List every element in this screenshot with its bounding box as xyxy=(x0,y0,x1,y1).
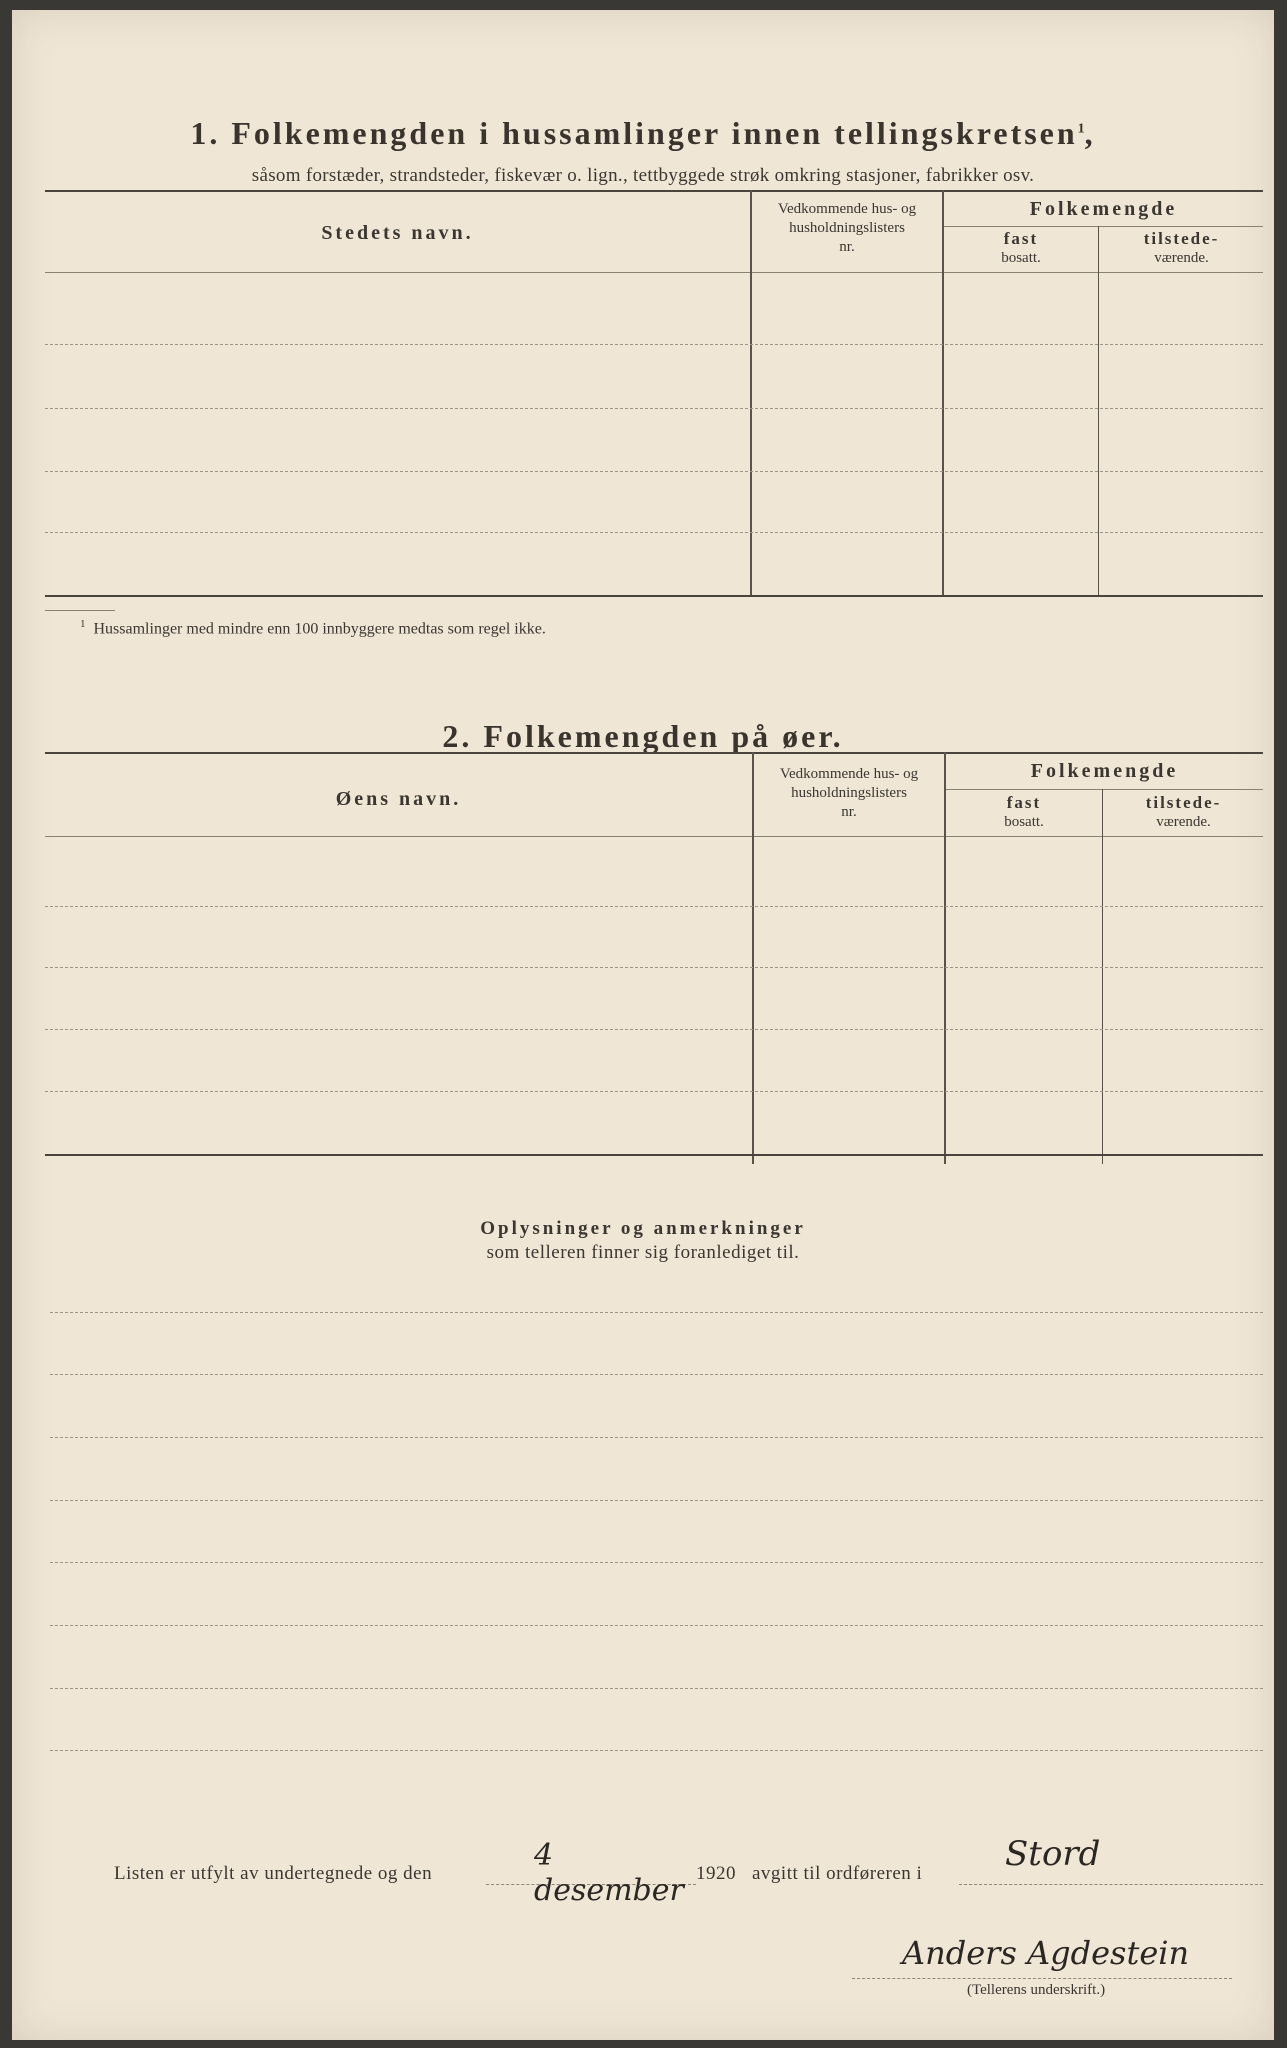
table1-divider-3 xyxy=(1098,226,1099,595)
table2-row-line xyxy=(45,906,1263,907)
place-handwritten: Stord xyxy=(1005,1834,1101,1874)
table1-header-rule xyxy=(45,272,1263,273)
table2-col-folk-header: Folkemengde xyxy=(1030,760,1179,782)
section1-footnote: $^1$ Hussamlinger med mindre enn 100 innbyggere medtas som regel ikke. xyxy=(80,618,546,638)
notes-line xyxy=(50,1750,1263,1751)
table1-col-folk-header: Folkemengde xyxy=(1029,198,1178,220)
table2-divider-3 xyxy=(1102,789,1103,1164)
section1-title: 1. Folkemengden i hussamlinger innen tellingskretsen$^1$, xyxy=(190,115,1096,151)
table1-col-list-header: Vedkommende hus- og husholdningslisters nr. xyxy=(777,201,917,255)
signature-statement-prefix: Listen er utfylt av undertegnede og den xyxy=(114,1863,433,1884)
notes-line xyxy=(50,1688,1263,1689)
table2-row-line xyxy=(45,967,1263,968)
table2-col-name-header: Øens navn. xyxy=(335,788,462,810)
notes-subtitle: som telleren finner sig foranlediget til. xyxy=(486,1242,800,1263)
notes-line xyxy=(50,1562,1263,1563)
section1-subtitle: såsom forstæder, strandsteder, fiskevær o. lign., tettbyggede strøk omkring stasjoner, fabrikker osv. xyxy=(251,165,1035,186)
notes-title: Oplysninger og anmerkninger xyxy=(480,1218,806,1239)
table1-col-tilst-header: tilstede- værende. xyxy=(1143,229,1220,266)
signature-caption: (Tellerens underskrift.) xyxy=(967,1982,1106,1998)
signer-name-handwritten: Anders Agdestein xyxy=(902,1934,1190,1972)
table2-col-fast-header: fast bosatt. xyxy=(1004,793,1044,830)
table2-top-rule xyxy=(45,752,1263,754)
table2-col-tilst-header: tilstede- værende. xyxy=(1145,793,1222,830)
date-handwritten: 4 desember xyxy=(534,1838,684,1908)
table1-row-line xyxy=(45,344,1263,345)
table2-row-line xyxy=(45,1091,1263,1092)
notes-line xyxy=(50,1312,1263,1313)
table1-row-line xyxy=(45,408,1263,409)
table2-row-line xyxy=(45,1029,1263,1030)
signature-statement-middle: avgitt til ordføreren i xyxy=(752,1863,923,1884)
table1-col-name-header: Stedets navn. xyxy=(321,222,474,244)
section2-title: 2. Folkemengden på øer. xyxy=(442,718,844,754)
census-form-page xyxy=(12,10,1274,2040)
footnote-rule xyxy=(45,610,115,611)
table1-top-rule xyxy=(45,190,1263,192)
table1-row-line xyxy=(45,532,1263,533)
date-field xyxy=(486,1832,696,1908)
table2-folk-rule xyxy=(944,789,1263,790)
table2-header-rule xyxy=(45,836,1263,837)
table1-folk-rule xyxy=(942,226,1263,227)
table2-bottom-rule xyxy=(45,1154,1263,1156)
table1-bottom-rule xyxy=(45,595,1263,597)
notes-line xyxy=(50,1625,1263,1626)
table1-col-fast-header: fast bosatt. xyxy=(1001,229,1041,266)
place-field xyxy=(959,1832,1263,1885)
signer-field xyxy=(852,1930,1232,1979)
notes-line xyxy=(50,1500,1263,1501)
notes-line xyxy=(50,1374,1263,1375)
notes-line xyxy=(50,1437,1263,1438)
table1-row-line xyxy=(45,471,1263,472)
signature-year: 1920 xyxy=(696,1863,736,1884)
table2-col-list-header: Vedkommende hus- og husholdningslisters nr. xyxy=(779,766,919,820)
